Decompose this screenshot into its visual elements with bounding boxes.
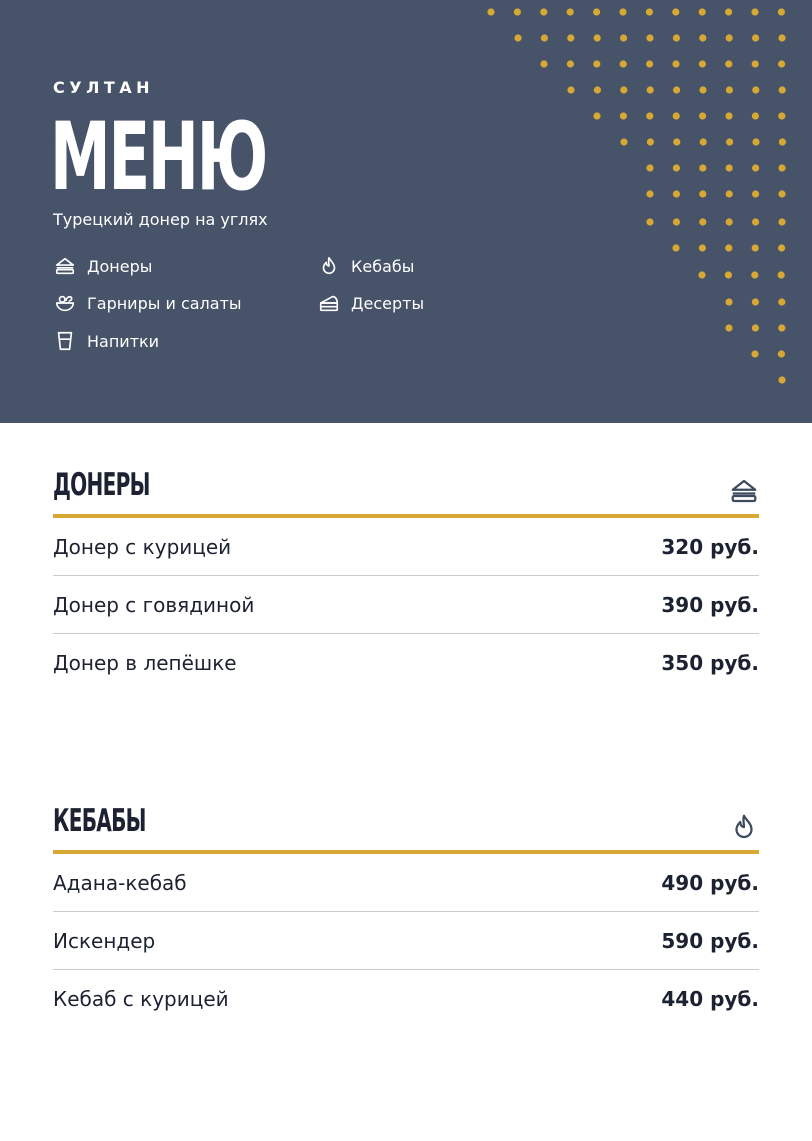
decoration-dot xyxy=(752,298,759,305)
decoration-dot xyxy=(752,244,759,251)
menu-item-price: 590 руб. xyxy=(661,928,759,953)
decoration-dot xyxy=(725,60,732,67)
menu-item-name: Донер в лепёшке xyxy=(53,651,237,675)
decoration-dot xyxy=(567,60,574,67)
decoration-dot xyxy=(699,112,706,119)
cup-icon xyxy=(53,329,77,353)
decoration-dot xyxy=(751,350,758,357)
menu-item-name: Кебаб с курицей xyxy=(53,987,229,1011)
decoration-dot xyxy=(673,164,680,171)
decoration-dot xyxy=(699,86,706,93)
decoration-dot xyxy=(725,8,732,15)
menu-item[interactable] xyxy=(53,518,759,576)
decoration-dot xyxy=(778,34,785,41)
decoration-dot xyxy=(699,164,706,171)
decoration-dot xyxy=(646,8,653,15)
decoration-dot xyxy=(620,138,627,145)
decoration-dot xyxy=(673,218,680,225)
menu-item[interactable] xyxy=(53,576,759,634)
decoration-dot xyxy=(620,60,627,67)
category-link-sides-salads[interactable] xyxy=(53,290,242,316)
menu-item-name: Донер с курицей xyxy=(53,534,232,559)
decoration-dot xyxy=(726,138,733,145)
decoration-dot xyxy=(752,34,759,41)
decoration-dot xyxy=(673,138,680,145)
decoration-dot xyxy=(647,138,654,145)
decoration-dot xyxy=(540,8,547,15)
decoration-dot xyxy=(752,60,759,67)
decoration-dot xyxy=(726,164,733,171)
decoration-dot xyxy=(752,324,759,331)
decoration-dot xyxy=(593,112,600,119)
decoration-dot xyxy=(725,112,732,119)
page-title: МЕНЮ xyxy=(50,103,267,212)
decoration-dot xyxy=(699,190,706,197)
decoration-dot xyxy=(699,218,706,225)
menu-item[interactable] xyxy=(53,634,759,692)
menu-item-price: 490 руб. xyxy=(661,870,759,895)
decoration-dot xyxy=(699,34,706,41)
decoration-dot xyxy=(726,190,733,197)
menu-item-name: Донер с говядиной xyxy=(53,592,255,617)
decoration-dot xyxy=(699,60,706,67)
category-link-desserts[interactable] xyxy=(317,290,424,316)
decoration-dot xyxy=(752,112,759,119)
category-link-doners[interactable] xyxy=(53,253,152,279)
decoration-dot xyxy=(778,60,785,67)
decoration-dot xyxy=(725,298,732,305)
decoration-dot xyxy=(593,8,600,15)
decoration-dot xyxy=(778,350,785,357)
decoration-dot xyxy=(567,86,574,93)
category-label: Напитки xyxy=(87,331,160,351)
menu-item-name: Искендер xyxy=(53,928,156,953)
decoration-dot xyxy=(646,218,653,225)
decoration-dot xyxy=(778,376,785,383)
decoration-dot xyxy=(778,324,785,331)
decoration-dot xyxy=(620,86,627,93)
decoration-dot xyxy=(725,324,732,331)
decoration-dot xyxy=(673,86,680,93)
decoration-dot xyxy=(752,86,759,93)
decoration-dot xyxy=(672,8,679,15)
menu-item-price: 390 руб. xyxy=(661,592,759,617)
section-header xyxy=(53,468,759,518)
brand-name: СУЛТАН xyxy=(53,78,155,97)
decoration-dot xyxy=(726,218,733,225)
decoration-dot xyxy=(751,8,758,15)
sandwich-icon xyxy=(53,254,77,278)
decoration-dot xyxy=(673,112,680,119)
category-label: Гарниры и салаты xyxy=(87,293,242,313)
decoration-dot xyxy=(646,112,653,119)
decoration-dot xyxy=(646,190,653,197)
decoration-dot xyxy=(778,190,785,197)
decoration-dot xyxy=(778,271,785,278)
section-doners xyxy=(53,468,759,692)
decoration-dot xyxy=(594,86,601,93)
category-label: Десерты xyxy=(351,293,425,313)
menu-header xyxy=(0,0,812,423)
salad-bowl-icon xyxy=(53,291,77,315)
menu-item[interactable] xyxy=(53,970,759,1028)
decoration-dot xyxy=(672,60,679,67)
section-kebabs xyxy=(53,804,759,1028)
decoration-dot xyxy=(725,244,732,251)
decoration-dot xyxy=(567,34,574,41)
category-link-drinks[interactable] xyxy=(53,328,159,354)
decoration-dot xyxy=(567,8,574,15)
decoration-dot xyxy=(751,271,758,278)
decoration-dot xyxy=(619,8,626,15)
menu-item-name: Адана-кебаб xyxy=(53,870,187,895)
section-title: КЕБАБЫ xyxy=(53,803,146,839)
decoration-dot xyxy=(514,34,521,41)
decoration-dot xyxy=(672,244,679,251)
decoration-dot xyxy=(778,244,785,251)
page-subtitle: Турецкий донер на углях xyxy=(53,210,268,229)
decoration-dot xyxy=(620,34,627,41)
cake-icon xyxy=(317,291,341,315)
decoration-dot xyxy=(673,34,680,41)
decoration-dot xyxy=(673,190,680,197)
decoration-dot xyxy=(698,271,705,278)
flame-icon xyxy=(729,812,759,842)
menu-item-price: 440 руб. xyxy=(661,987,759,1011)
decoration-dot xyxy=(779,86,786,93)
decoration-dot xyxy=(646,60,653,67)
decoration-dot xyxy=(726,86,733,93)
decoration-dot xyxy=(699,244,706,251)
menu-item[interactable] xyxy=(53,854,759,912)
decoration-dot xyxy=(778,164,785,171)
category-link-kebabs[interactable] xyxy=(317,253,414,279)
decoration-dot xyxy=(700,138,707,145)
decoration-dot xyxy=(778,218,785,225)
section-header xyxy=(53,804,759,854)
decoration-dot xyxy=(778,298,785,305)
decoration-dot xyxy=(699,8,706,15)
menu-item[interactable] xyxy=(53,912,759,970)
decoration-dot xyxy=(752,138,759,145)
decoration-dot xyxy=(540,60,547,67)
decoration-dot xyxy=(487,8,494,15)
decoration-dot xyxy=(541,34,548,41)
decoration-dot xyxy=(646,164,653,171)
menu-item-list xyxy=(53,518,759,692)
menu-item-price: 320 руб. xyxy=(661,534,759,559)
decoration-dot xyxy=(647,86,654,93)
decoration-dot xyxy=(646,34,653,41)
category-label: Кебабы xyxy=(351,256,415,276)
category-label: Донеры xyxy=(87,256,153,276)
decoration-dot xyxy=(752,164,759,171)
section-title: ДОНЕРЫ xyxy=(53,467,150,503)
menu-item-price: 350 руб. xyxy=(661,651,759,675)
decoration-dot xyxy=(620,112,627,119)
menu-item-list xyxy=(53,854,759,1028)
decoration-dot xyxy=(778,8,785,15)
decoration-dot xyxy=(514,8,521,15)
decoration-dot xyxy=(594,34,601,41)
decoration-dot xyxy=(752,218,759,225)
sandwich-icon xyxy=(729,476,759,506)
decoration-dot xyxy=(593,60,600,67)
decoration-dot xyxy=(779,138,786,145)
decoration-dot xyxy=(778,112,785,119)
decoration-dot xyxy=(725,271,732,278)
decoration-dot xyxy=(752,190,759,197)
decoration-dot xyxy=(726,34,733,41)
flame-icon xyxy=(317,254,341,278)
